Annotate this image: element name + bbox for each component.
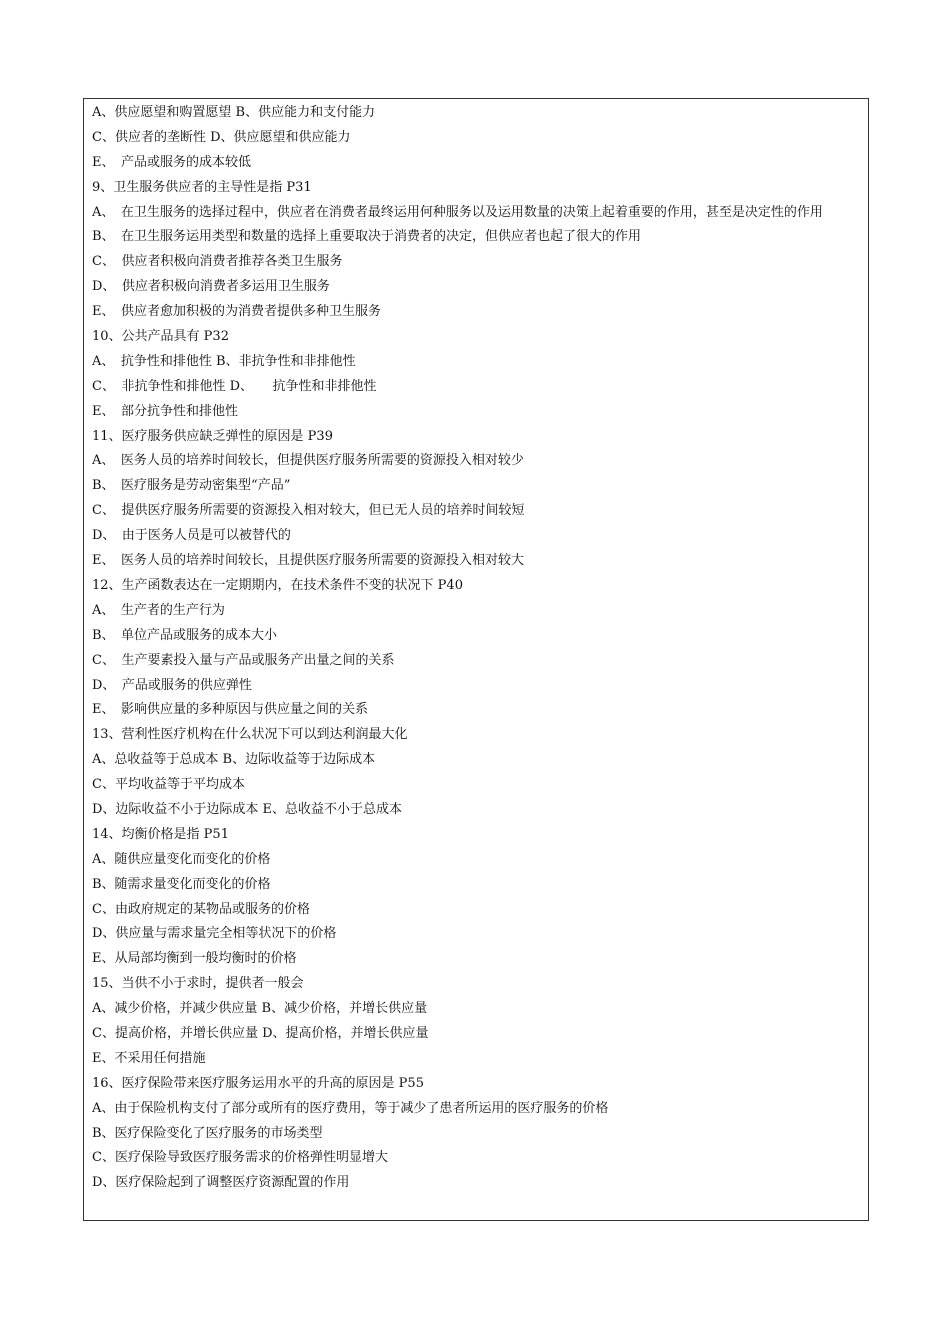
text-line: C、 生产要素投入量与产品或服务产出量之间的关系 xyxy=(92,652,395,668)
text-line: B、医疗保险变化了医疗服务的市场类型 xyxy=(92,1125,323,1141)
text-line: A、 在卫生服务的选择过程中，供应者在消费者最终运用何种服务以及运用数量的决策上起着重要的作用，甚至是决定性的作用 xyxy=(92,204,823,220)
text-line: E、从局部均衡到一般均衡时的价格 xyxy=(92,951,297,967)
text-line: B、 单位产品或服务的成本大小 xyxy=(92,627,278,643)
question-line: 10、公共产品具有 P32 xyxy=(92,329,229,345)
text-line: D、 产品或服务的供应弹性 xyxy=(92,677,252,693)
text-line: D、边际收益不小于边际成本 E、总收益不小于总成本 xyxy=(92,801,403,817)
text-line: C、提高价格，并增长供应量 D、提高价格，并增长供应量 xyxy=(92,1025,429,1041)
text-line: E、 影响供应量的多种原因与供应量之间的关系 xyxy=(92,702,368,718)
text-line: A、随供应量变化而变化的价格 xyxy=(92,851,271,867)
text-line: C、供应者的垄断性 D、供应愿望和供应能力 xyxy=(92,129,351,145)
question-line: 11、医疗服务供应缺乏弹性的原因是 P39 xyxy=(92,428,333,444)
text-line: C、 供应者积极向消费者推荐各类卫生服务 xyxy=(92,254,343,270)
text-line: E、 供应者愈加积极的为消费者提供多种卫生服务 xyxy=(92,304,381,320)
text-line: E、 产品或服务的成本较低 xyxy=(92,154,251,170)
text-line: C、 非抗争性和排他性 D、 抗争性和非排他性 xyxy=(92,378,377,394)
text-line: A、由于保险机构支付了部分或所有的医疗费用，等于减少了患者所运用的医疗服务的价格 xyxy=(92,1100,609,1116)
question-line: 15、当供不小于求时，提供者一般会 xyxy=(92,976,304,992)
text-line: A、 生产者的生产行为 xyxy=(92,602,225,618)
question-line: 9、卫生服务供应者的主导性是指 P31 xyxy=(92,179,312,195)
text-line: B、随需求量变化而变化的价格 xyxy=(92,876,271,892)
text-line: A、 医务人员的培养时间较长，但提供医疗服务所需要的资源投入相对较少 xyxy=(92,453,524,469)
text-line: C、由政府规定的某物品或服务的价格 xyxy=(92,901,310,917)
text-line: D、供应量与需求量完全相等状况下的价格 xyxy=(92,926,337,942)
question-line: 13、营利性医疗机构在什么状况下可以到达利润最大化 xyxy=(92,727,408,743)
text-line: A、减少价格，并减少供应量 B、减少价格，并增长供应量 xyxy=(92,1001,428,1017)
text-line: E、不采用任何措施 xyxy=(92,1050,206,1066)
text-line: B、 在卫生服务运用类型和数量的选择上重要取决于消费者的决定，但供应者也起了很大的作用 xyxy=(92,229,642,245)
text-line: E、 部分抗争性和排他性 xyxy=(92,403,238,419)
text-line: A、 抗争性和排他性 B、非抗争性和非排他性 xyxy=(92,353,356,369)
text-line: D、医疗保险起到了调整医疗资源配置的作用 xyxy=(92,1175,350,1191)
text-line: A、供应愿望和购置愿望 B、供应能力和支付能力 xyxy=(92,105,376,120)
question-line: 16、医疗保险带来医疗服务运用水平的升高的原因是 P55 xyxy=(92,1075,424,1091)
text-line: D、 供应者积极向消费者多运用卫生服务 xyxy=(92,279,330,295)
question-line: 12、生产函数表达在一定期期内，在技术条件不变的状况下 P40 xyxy=(92,577,463,593)
text-line: A、总收益等于总成本 B、边际收益等于边际成本 xyxy=(92,752,376,768)
text-line: C、平均收益等于平均成本 xyxy=(92,777,245,793)
text-line: C、医疗保险导致医疗服务需求的价格弹性明显增大 xyxy=(92,1150,388,1166)
document-frame xyxy=(83,98,869,1221)
text-line: D、 由于医务人员是可以被替代的 xyxy=(92,528,291,544)
text-line: C、 提供医疗服务所需要的资源投入相对较大，但已无人员的培养时间较短 xyxy=(92,503,525,519)
question-line: 14、均衡价格是指 P51 xyxy=(92,826,229,842)
text-line: B、 医疗服务是劳动密集型“产品” xyxy=(92,478,291,494)
text-line: E、 医务人员的培养时间较长，且提供医疗服务所需要的资源投入相对较大 xyxy=(92,553,524,569)
